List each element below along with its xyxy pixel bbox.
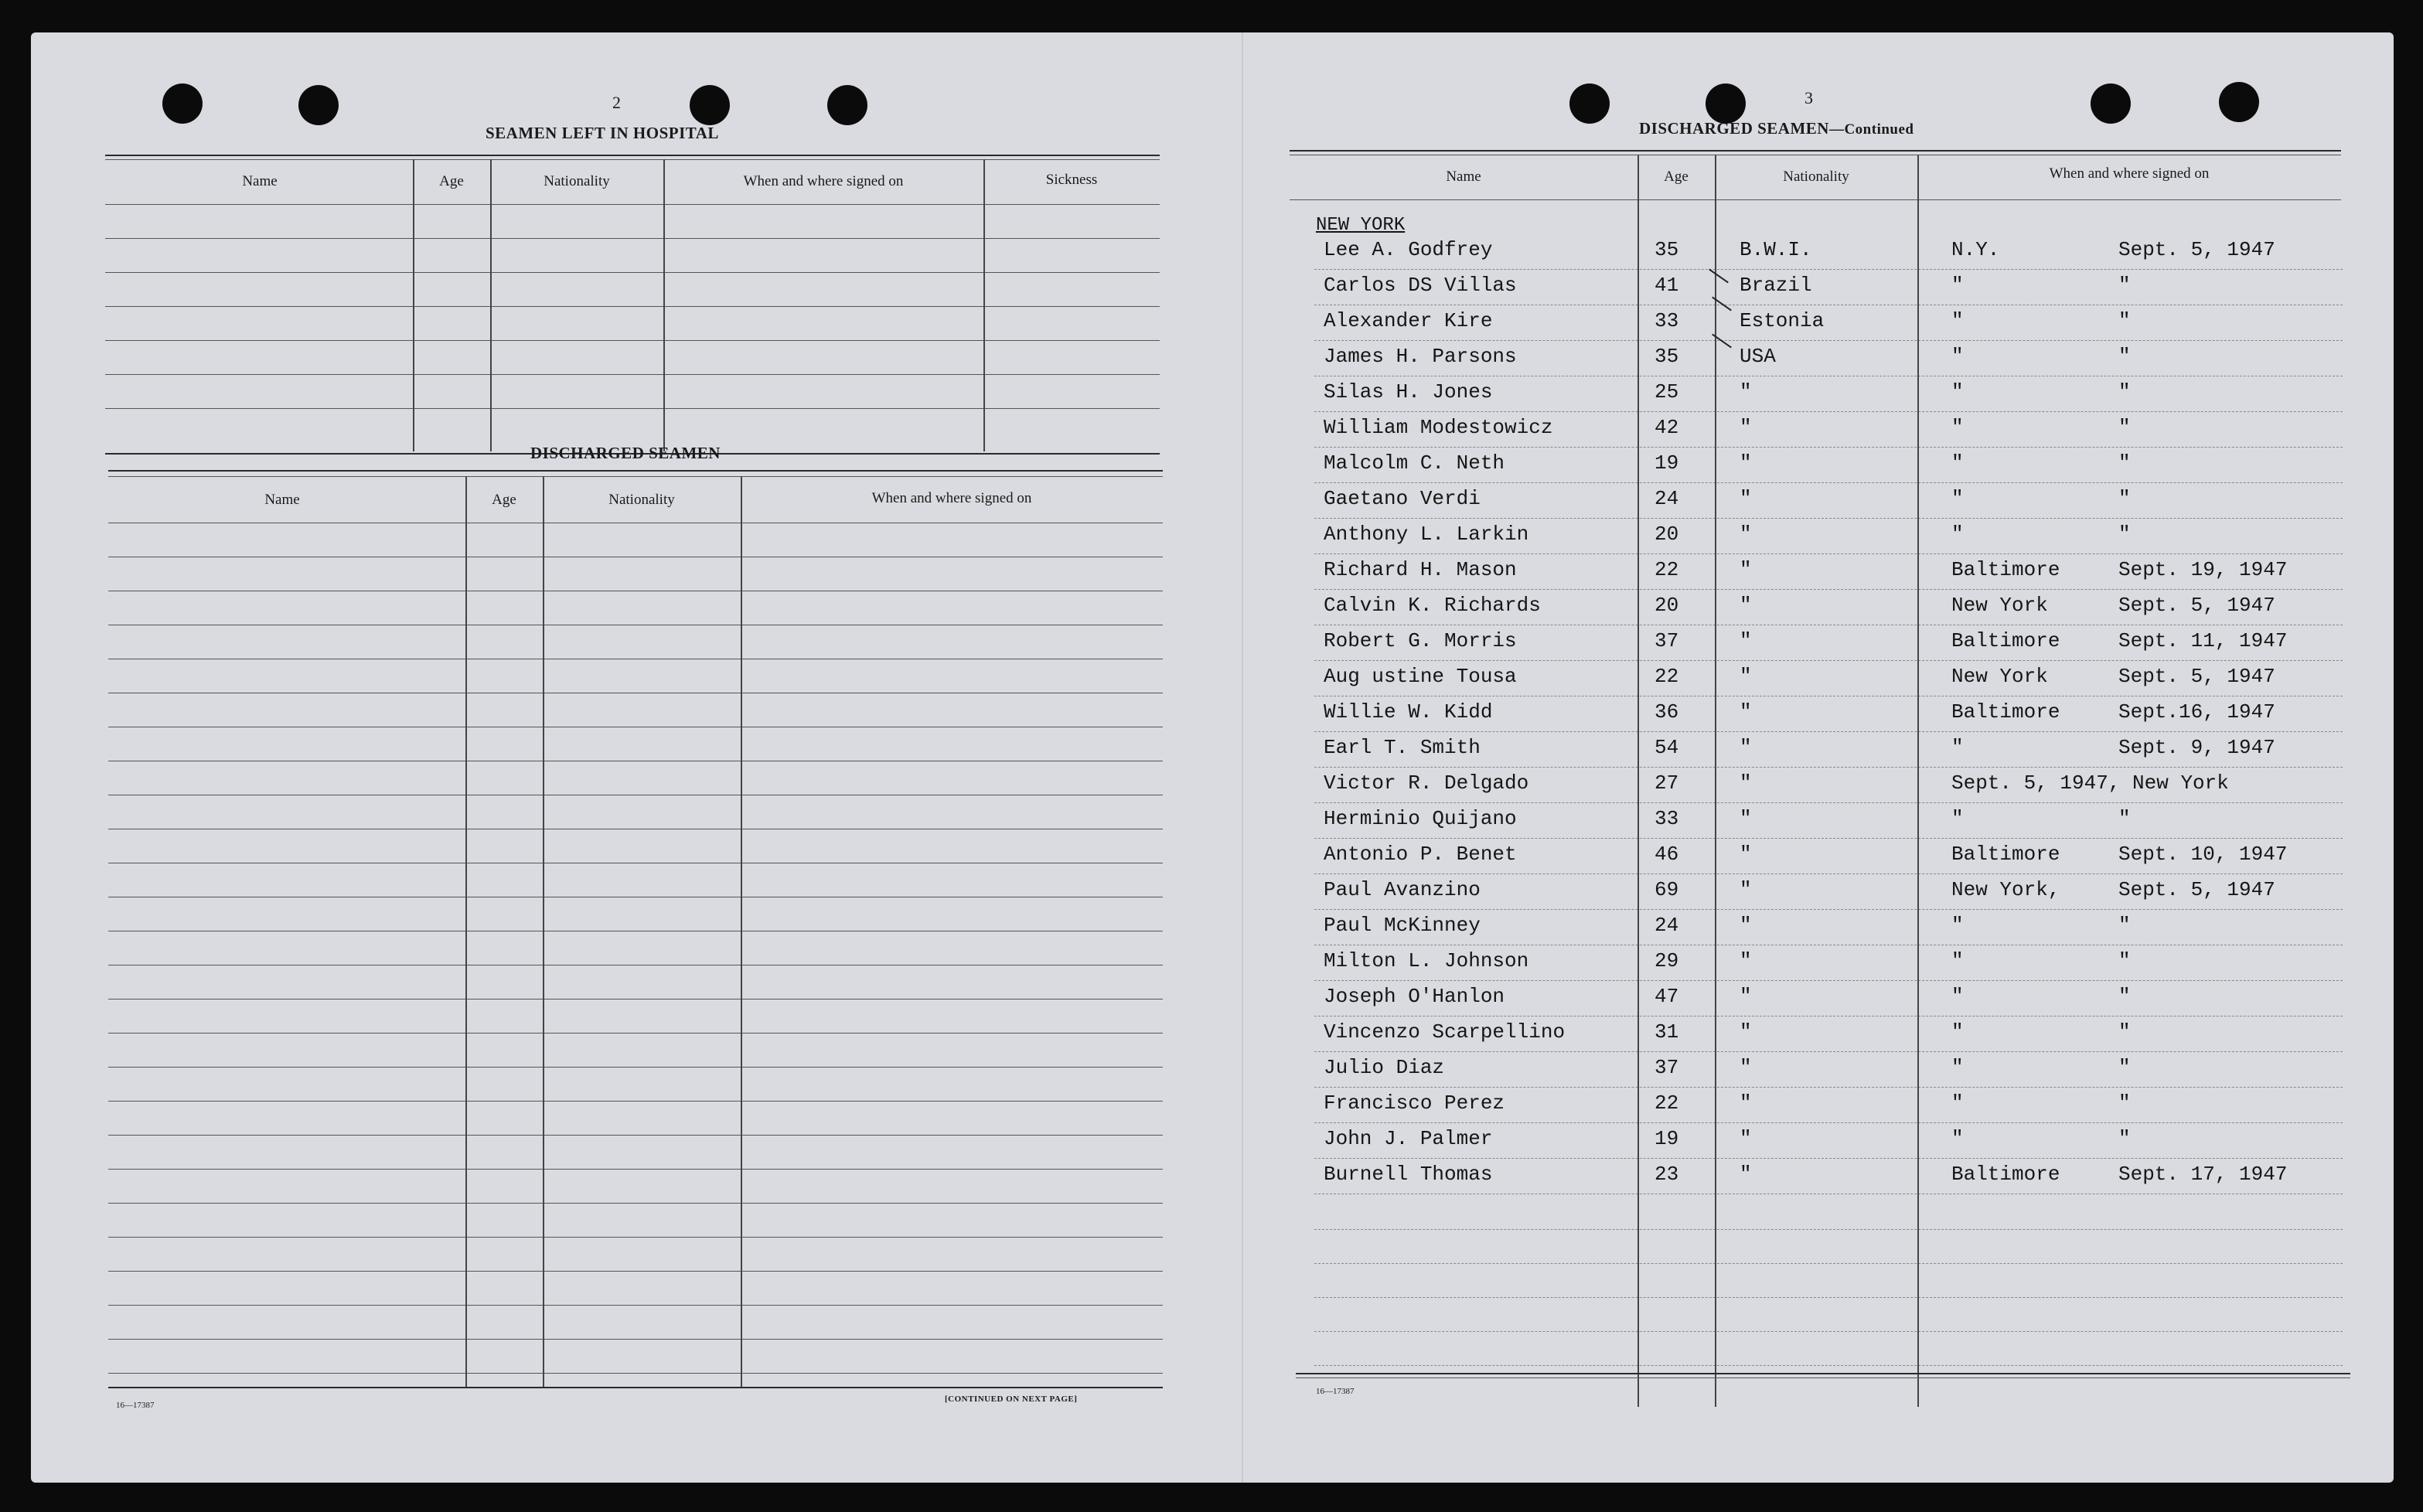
signed-on-place: " (1951, 807, 1964, 830)
column-divider (465, 476, 467, 1387)
signed-on-date: " (2118, 451, 2131, 475)
binder-hole (2091, 83, 2131, 124)
seaman-age: 69 (1655, 878, 1679, 901)
column-header-name: Name (242, 173, 278, 189)
signed-on-place: " (1951, 523, 1964, 546)
check-mark (1709, 269, 1729, 284)
column-divider (1637, 155, 1639, 1407)
seaman-nationality: " (1740, 594, 1752, 617)
binder-hole (1706, 83, 1746, 124)
signed-on-place: New York, (1951, 878, 2060, 901)
seaman-age: 24 (1655, 914, 1679, 937)
signed-on-date: Sept. 5, 1947 (2118, 878, 2275, 901)
seaman-name: Richard H. Mason (1324, 558, 1517, 581)
signed-on-place: " (1951, 985, 1964, 1008)
table-rule (108, 1387, 1163, 1388)
ruled-line (108, 1237, 1163, 1238)
signed-on-date: " (2118, 274, 2131, 297)
table-rule (1290, 150, 2341, 152)
column-divider (983, 159, 985, 451)
seaman-nationality: Estonia (1740, 309, 1825, 332)
column-header-signed-on: When and where signed on (743, 173, 904, 189)
ruled-line (1314, 447, 2343, 448)
seaman-name: Lee A. Godfrey (1324, 238, 1493, 261)
seaman-age: 31 (1655, 1020, 1679, 1044)
seaman-age: 37 (1655, 629, 1679, 652)
document-sheet (31, 32, 2394, 1483)
signed-on-date: " (2118, 1056, 2131, 1079)
seaman-age: 27 (1655, 771, 1679, 795)
seaman-nationality: " (1740, 451, 1752, 475)
column-header-name: Name (264, 492, 300, 508)
signed-on-place: Baltimore (1951, 700, 2060, 724)
seaman-age: 33 (1655, 309, 1679, 332)
seaman-nationality: " (1740, 700, 1752, 724)
column-divider (741, 476, 742, 1387)
ruled-line (105, 340, 1160, 341)
seaman-nationality: USA (1740, 345, 1776, 368)
seaman-name: Burnell Thomas (1324, 1163, 1493, 1186)
table-rule (1290, 199, 2341, 200)
seaman-name: John J. Palmer (1324, 1127, 1493, 1150)
ruled-line (1314, 269, 2343, 270)
signed-on-date: Sept. 17, 1947 (2118, 1163, 2288, 1186)
seaman-name: Victor R. Delgado (1324, 771, 1529, 795)
signed-on-date: Sept. 10, 1947 (2118, 843, 2288, 866)
ruled-line (108, 1339, 1163, 1340)
seaman-name: Vincenzo Scarpellino (1324, 1020, 1566, 1044)
ruled-line (108, 1271, 1163, 1272)
column-header-sickness: Sickness (1045, 172, 1098, 188)
seaman-name: Milton L. Johnson (1324, 949, 1529, 972)
ruled-line (1314, 553, 2343, 554)
column-header-signed-on: When and where signed on (871, 490, 1032, 506)
seaman-name: Francisco Perez (1324, 1091, 1505, 1115)
table-rule (105, 155, 1160, 156)
seaman-age: 37 (1655, 1056, 1679, 1079)
ruled-line (1314, 909, 2343, 910)
seaman-age: 35 (1655, 345, 1679, 368)
signed-on-date: Sept.16, 1947 (2118, 700, 2275, 724)
signed-on-date: " (2118, 1020, 2131, 1044)
binder-hole (1569, 83, 1610, 124)
seaman-age: 54 (1655, 736, 1679, 759)
ruled-line (1314, 1087, 2343, 1088)
ruled-line (105, 238, 1160, 239)
ruled-line (1314, 1331, 2343, 1332)
seaman-age: 22 (1655, 558, 1679, 581)
signed-on-date: Sept. 5, 1947 (2118, 238, 2275, 261)
seaman-name: William Modestowicz (1324, 416, 1553, 439)
signed-on-date: " (2118, 1091, 2131, 1115)
seaman-name: Paul Avanzino (1324, 878, 1481, 901)
ruled-line (1314, 1263, 2343, 1264)
signed-on-date: " (2118, 949, 2131, 972)
signed-on-date: Sept. 11, 1947 (2118, 629, 2288, 652)
seaman-name: Willie W. Kidd (1324, 700, 1493, 724)
seaman-age: 22 (1655, 665, 1679, 688)
binder-hole (2219, 82, 2259, 122)
seaman-name: Alexander Kire (1324, 309, 1493, 332)
seaman-name: Robert G. Morris (1324, 629, 1517, 652)
ruled-line (1314, 482, 2343, 483)
column-header-nationality: Nationality (1783, 169, 1849, 185)
ruled-line (108, 1135, 1163, 1136)
signed-on-place: " (1951, 416, 1964, 439)
seaman-age: 33 (1655, 807, 1679, 830)
ruled-line (1314, 980, 2343, 981)
signed-on-date: Sept. 9, 1947 (2118, 736, 2275, 759)
ruled-line (1314, 802, 2343, 803)
form-number: 16—17387 (116, 1401, 155, 1410)
binder-hole (690, 85, 730, 125)
table-rule (105, 159, 1160, 160)
ruled-line (1314, 1229, 2343, 1230)
ruled-line (108, 1067, 1163, 1068)
signed-on-place: " (1951, 736, 1964, 759)
signed-on-date: Sept. 5, 1947 (2118, 665, 2275, 688)
column-divider (1917, 155, 1919, 1407)
binder-hole (827, 85, 867, 125)
ruled-line (1314, 1051, 2343, 1052)
seaman-name: Antonio P. Benet (1324, 843, 1517, 866)
seaman-name: Aug ustine Tousa (1324, 665, 1517, 688)
ruled-line (108, 1033, 1163, 1034)
column-divider (413, 159, 414, 451)
page-number: 3 (1804, 88, 1813, 107)
seaman-nationality: Brazil (1740, 274, 1812, 297)
ruled-line (1314, 1122, 2343, 1123)
table-rule (1296, 1373, 2350, 1374)
signed-on-place: Baltimore (1951, 558, 2060, 581)
page-number: 2 (612, 93, 621, 112)
signed-on-place: Sept. 5, 1947, New York (1951, 771, 2229, 795)
seaman-nationality: " (1740, 1127, 1752, 1150)
column-divider (543, 476, 544, 1387)
signed-on-place: " (1951, 1091, 1964, 1115)
column-header-age: Age (492, 492, 516, 508)
seaman-name: Herminio Quijano (1324, 807, 1517, 830)
seaman-name: James H. Parsons (1324, 345, 1517, 368)
ruled-line (108, 1203, 1163, 1204)
seaman-nationality: " (1740, 985, 1752, 1008)
signed-on-date: " (2118, 309, 2131, 332)
seaman-age: 20 (1655, 594, 1679, 617)
binder-hole (162, 83, 203, 124)
column-header-name: Name (1446, 169, 1481, 185)
signed-on-place: " (1951, 309, 1964, 332)
signed-on-place: " (1951, 345, 1964, 368)
signed-on-place: " (1951, 1056, 1964, 1079)
column-header-nationality: Nationality (608, 492, 675, 508)
ruled-line (1314, 873, 2343, 874)
seaman-name: Calvin K. Richards (1324, 594, 1541, 617)
signed-on-date: " (2118, 380, 2131, 404)
signed-on-place: " (1951, 380, 1964, 404)
signed-on-place: " (1951, 274, 1964, 297)
signed-on-place: New York (1951, 594, 2048, 617)
seaman-name: Carlos DS Villas (1324, 274, 1517, 297)
ruled-line (1314, 660, 2343, 661)
column-header-age: Age (439, 173, 464, 189)
seaman-name: Julio Diaz (1324, 1056, 1445, 1079)
ruled-line (108, 1373, 1163, 1374)
ruled-line (108, 1101, 1163, 1102)
seaman-nationality: " (1740, 416, 1752, 439)
column-divider (663, 159, 665, 451)
seaman-nationality: " (1740, 736, 1752, 759)
ruled-line (1314, 767, 2343, 768)
signed-on-date: " (2118, 807, 2131, 830)
seaman-name: Earl T. Smith (1324, 736, 1481, 759)
signed-on-place: New York (1951, 665, 2048, 688)
seaman-age: 29 (1655, 949, 1679, 972)
seaman-nationality: " (1740, 1056, 1752, 1079)
seaman-nationality: " (1740, 949, 1752, 972)
ruled-line (108, 1169, 1163, 1170)
signed-on-date: Sept. 5, 1947 (2118, 594, 2275, 617)
signed-on-place: Baltimore (1951, 843, 2060, 866)
title-suffix: —Continued (1828, 121, 1914, 138)
seaman-nationality: B.W.I. (1740, 238, 1812, 261)
seaman-nationality: " (1740, 665, 1752, 688)
seaman-name: Paul McKinney (1324, 914, 1481, 937)
ruled-line (105, 374, 1160, 375)
seaman-age: 42 (1655, 416, 1679, 439)
seaman-age: 41 (1655, 274, 1679, 297)
table-rule (108, 470, 1163, 472)
seaman-nationality: " (1740, 629, 1752, 652)
seaman-age: 24 (1655, 487, 1679, 510)
column-header-nationality: Nationality (544, 173, 610, 189)
ruled-line (1314, 518, 2343, 519)
section-label-new-york: NEW YORK (1316, 215, 1406, 236)
ruled-line (1314, 1297, 2343, 1298)
seaman-age: 19 (1655, 451, 1679, 475)
signed-on-date: " (2118, 985, 2131, 1008)
seaman-nationality: " (1740, 380, 1752, 404)
binder-hole (298, 85, 339, 125)
column-header-signed-on: When and where signed on (2049, 165, 2210, 182)
signed-on-place: Baltimore (1951, 1163, 2060, 1186)
seaman-age: 23 (1655, 1163, 1679, 1186)
ruled-line (105, 306, 1160, 307)
seaman-nationality: " (1740, 558, 1752, 581)
signed-on-place: " (1951, 451, 1964, 475)
ruled-line (1314, 340, 2343, 341)
ruled-line (105, 272, 1160, 273)
column-divider (1715, 155, 1716, 1407)
seaman-name: Joseph O'Hanlon (1324, 985, 1505, 1008)
ruled-line (1314, 731, 2343, 732)
ruled-line (105, 408, 1160, 409)
seaman-age: 35 (1655, 238, 1679, 261)
seaman-age: 46 (1655, 843, 1679, 866)
seaman-name: Malcolm C. Neth (1324, 451, 1505, 475)
table-rule (108, 476, 1163, 477)
discharged-continued-title (1639, 119, 1914, 138)
seaman-age: 36 (1655, 700, 1679, 724)
seaman-nationality: " (1740, 878, 1752, 901)
signed-on-place: " (1951, 1127, 1964, 1150)
seaman-nationality: " (1740, 807, 1752, 830)
seaman-age: 47 (1655, 985, 1679, 1008)
hospital-section-title: SEAMEN LEFT IN HOSPITAL (486, 124, 719, 142)
column-header-age: Age (1664, 169, 1689, 185)
table-rule (105, 204, 1160, 205)
signed-on-place: " (1951, 1020, 1964, 1044)
signed-on-date: " (2118, 345, 2131, 368)
signed-on-date: " (2118, 487, 2131, 510)
seaman-nationality: " (1740, 1091, 1752, 1115)
seaman-nationality: " (1740, 487, 1752, 510)
seaman-nationality: " (1740, 523, 1752, 546)
seaman-nationality: " (1740, 771, 1752, 795)
signed-on-date: " (2118, 1127, 2131, 1150)
form-number: 16—17387 (1316, 1387, 1355, 1396)
seaman-nationality: " (1740, 914, 1752, 937)
ruled-line (1314, 589, 2343, 590)
seaman-age: 20 (1655, 523, 1679, 546)
ruled-line (108, 1305, 1163, 1306)
signed-on-place: " (1951, 949, 1964, 972)
ruled-line (1314, 1365, 2343, 1366)
signed-on-date: " (2118, 914, 2131, 937)
seaman-nationality: " (1740, 843, 1752, 866)
ruled-line (1314, 1016, 2343, 1017)
title-text: DISCHARGED SEAMEN (1639, 119, 1829, 138)
seaman-name: Silas H. Jones (1324, 380, 1493, 404)
signed-on-place: " (1951, 914, 1964, 937)
continued-note: [CONTINUED ON NEXT PAGE] (945, 1395, 1078, 1404)
seaman-name: Anthony L. Larkin (1324, 523, 1529, 546)
ruled-line (1314, 1158, 2343, 1159)
seaman-name: Gaetano Verdi (1324, 487, 1481, 510)
seaman-nationality: " (1740, 1163, 1752, 1186)
ruled-line (1314, 411, 2343, 412)
table-rule (1296, 1377, 2350, 1378)
center-fold (1242, 32, 1243, 1483)
discharged-section-title: DISCHARGED SEAMEN (530, 444, 721, 462)
signed-on-place: Baltimore (1951, 629, 2060, 652)
signed-on-place: N.Y. (1951, 238, 2000, 261)
seaman-age: 22 (1655, 1091, 1679, 1115)
signed-on-date: " (2118, 523, 2131, 546)
signed-on-date: " (2118, 416, 2131, 439)
signed-on-place: " (1951, 487, 1964, 510)
seaman-age: 25 (1655, 380, 1679, 404)
signed-on-date: Sept. 19, 1947 (2118, 558, 2288, 581)
seaman-nationality: " (1740, 1020, 1752, 1044)
column-divider (490, 159, 492, 451)
seaman-age: 19 (1655, 1127, 1679, 1150)
ruled-line (1314, 838, 2343, 839)
